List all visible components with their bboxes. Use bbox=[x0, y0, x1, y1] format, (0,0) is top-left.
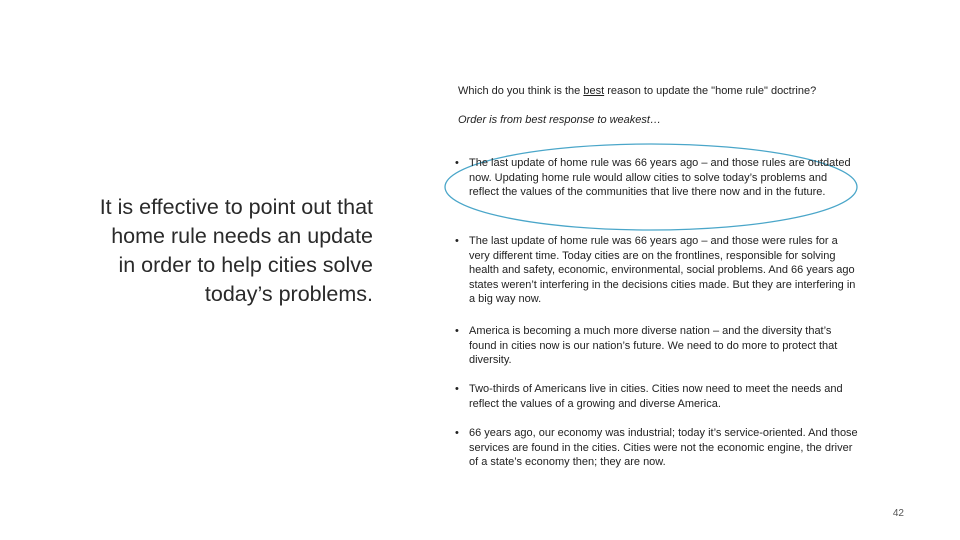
page-number: 42 bbox=[892, 508, 904, 519]
question-text-end: reason to update the "home rule" doctrine? bbox=[604, 85, 817, 97]
bullet-icon: • bbox=[455, 383, 459, 395]
answer-item bbox=[455, 234, 860, 307]
bullet-icon: • bbox=[455, 325, 459, 337]
bullet-icon: • bbox=[455, 427, 459, 439]
answer-text: Two-thirds of Americans live in cities. Cities now need to meet the needs and reflect the values of a growing and diverse America. bbox=[469, 383, 843, 410]
question-emphasis: best bbox=[583, 85, 605, 97]
answer-item bbox=[455, 324, 860, 368]
question-text-start: Which do you think is the bbox=[458, 85, 584, 97]
answer-text: The last update of home rule was 66 years ago – and those rules are outdated now. Updating home rule would allow cities to solve today’s problems and reflect the values of the communities that live there now and in the future. bbox=[469, 157, 851, 198]
bullet-icon: • bbox=[455, 157, 459, 169]
answer-text: 66 years ago, our economy was industrial; today it’s service-oriented. And those services are found in the cities. Cities were not the economic engine, the driver of a state’s economy then; they are now. bbox=[469, 427, 858, 468]
headline: It is effective to point out that home rule needs an update in order to help cities solve today’s problems. bbox=[99, 195, 373, 306]
order-note: Order is from best response to weakest… bbox=[458, 114, 661, 126]
answer-item bbox=[455, 156, 860, 200]
answer-text: The last update of home rule was 66 years ago – and those were rules for a very different time. Today cities are on the frontlines, responsible for solving health and safety, economic, environmental, social problems. And 66 years ago states weren’t interfering in the decisions cities made. But they are interfering in a big way now. bbox=[469, 235, 856, 305]
bullet-icon: • bbox=[455, 235, 459, 247]
answer-item bbox=[455, 426, 860, 470]
answer-text: America is becoming a much more diverse nation – and the diversity that’s found in cities now is our nation’s future. We need to do more to protect that diversity. bbox=[469, 325, 838, 366]
question bbox=[458, 84, 898, 98]
answer-item bbox=[455, 382, 860, 411]
